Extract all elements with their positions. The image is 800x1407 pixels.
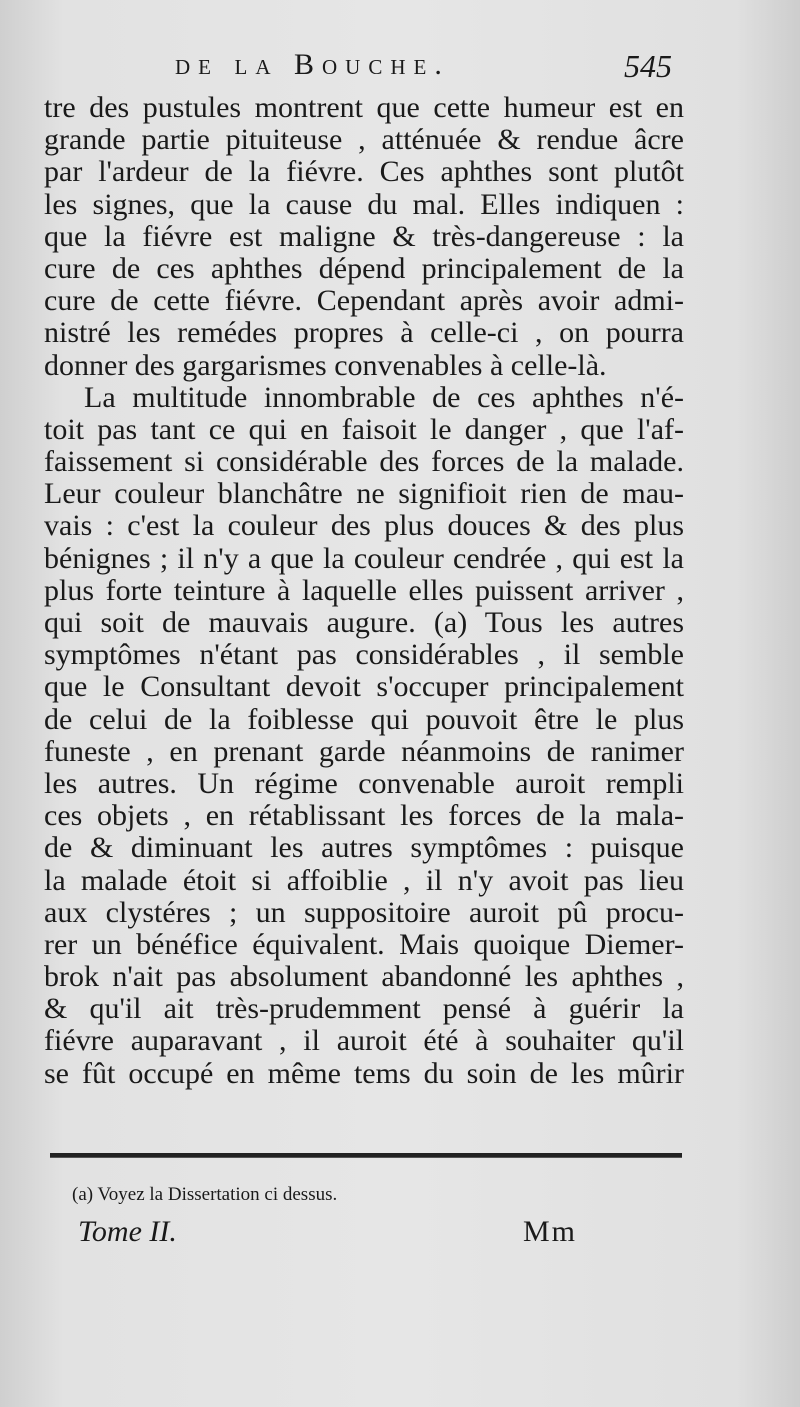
text-line: de celui de la foiblesse qui pouvoit être le plus [44,702,684,736]
text-line: la malade étoit si affoiblie , il n'y avoit pas lieu [44,863,684,897]
text-line: nistré les remédes propres à celle-ci , on pourra [44,316,684,350]
text-line: toit pas tant ce qui en faisoit le danger , que l'af- [44,412,684,446]
text-line: donner des gargarismes convenables à celle-là. [44,348,607,382]
text-line: qui soit de mauvais augure. (a) Tous les autres [44,606,684,639]
text-line: de & diminuant les autres symptômes : puisque [44,831,684,865]
text-line: ces objets , en rétablissant les forces de la mala- [44,799,684,833]
body-text [44,92,684,1090]
gathering-signature-mark: Mm [523,1215,578,1248]
footnote-rule [50,1153,682,1158]
text-line: faissement si considérable des forces de la malade. [44,445,684,479]
text-line: grande partie pituiteuse , atténuée & rendue âcre [44,123,684,157]
running-title: de la Bouche. [175,48,450,81]
text-line: tre des pustules montrent que cette humeur est en [44,91,684,124]
text-line: fiévre auparavant , il auroit été à souhaiter qu'il [44,1024,684,1058]
text-line: bénignes ; il n'y a que la couleur cendrée , qui est la [44,541,684,575]
page-number: 545 [624,48,672,84]
text-line: que la fiévre est maligne & très-dangereuse : la [44,219,684,253]
footnote: (a) Voyez la Dissertation ci dessus. [72,1184,338,1205]
text-line: par l'ardeur de la fiévre. Ces aphthes sont plutôt [44,155,684,189]
text-line: cure de cette fiévre. Cependant après avoir admi- [44,284,684,318]
text-line: aux clystéres ; un suppositoire auroit pû procu- [44,895,684,929]
text-line: que le Consultant devoit s'occuper principalement [44,670,684,704]
paragraph [44,92,684,382]
text-line: se fût occupé en même tems du soin de les mûrir [44,1056,684,1090]
text-line: brok n'ait pas absolument abandonné les aphthes , [44,960,684,994]
text-line: funeste , en prenant garde néanmoins de ranimer [44,734,684,768]
text-line: symptômes n'étant pas considérables , il semble [44,638,684,672]
text-line: vais : c'est la couleur des plus douces & des plus [44,509,684,543]
text-line: les autres. Un régime convenable auroit rempli [44,766,684,800]
text-line: rer un bénéfice équivalent. Mais quoique Diemer- [44,927,684,961]
text-line: La multitude innombrable de ces aphthes n'é- [84,380,684,414]
text-line: Leur couleur blanchâtre ne signifioit rien de mau- [44,477,684,511]
text-line: & qu'il ait très-prudemment pensé à guérir la [44,992,684,1026]
volume-signature: Tome II. [78,1215,177,1248]
text-line: cure de ces aphthes dépend principalement de la [44,251,684,285]
text-line: plus forte teinture à laquelle elles puissent arriver , [44,573,684,607]
text-line: les signes, que la cause du mal. Elles indiquen : [44,187,684,221]
paragraph [44,382,684,1090]
